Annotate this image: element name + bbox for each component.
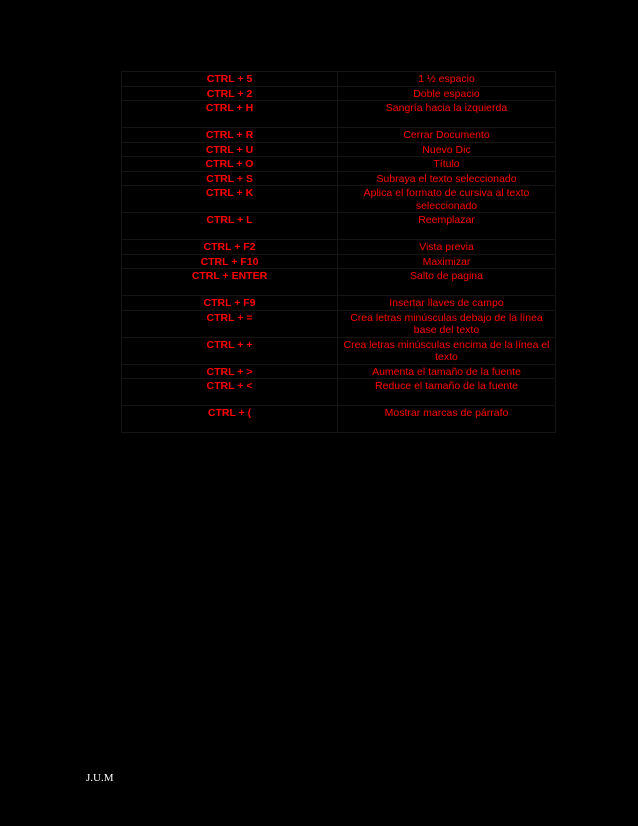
shortcut-row	[122, 171, 556, 186]
shortcut-row	[122, 269, 556, 296]
shortcut-key: CTRL + F10	[122, 254, 338, 269]
shortcut-row	[122, 213, 556, 240]
shortcut-action: Reemplazar	[338, 213, 556, 240]
shortcut-key: CTRL + H	[122, 101, 338, 128]
shortcut-action: Reduce el tamaño de la fuente	[338, 379, 556, 406]
shortcut-action: 1 ½ espacio	[338, 72, 556, 87]
shortcut-row	[122, 406, 556, 433]
shortcut-key: CTRL + O	[122, 157, 338, 172]
shortcut-key: CTRL + ENTER	[122, 269, 338, 296]
shortcut-key: CTRL + =	[122, 310, 338, 337]
shortcut-key: CTRL + 2	[122, 86, 338, 101]
shortcut-key: CTRL + K	[122, 186, 338, 213]
shortcut-key: CTRL + R	[122, 128, 338, 143]
shortcut-action: Aumenta el tamaño de la fuente	[338, 364, 556, 379]
shortcut-row	[122, 364, 556, 379]
shortcut-key: CTRL + +	[122, 337, 338, 364]
shortcut-action: Crea letras minúsculas debajo de la línea base del texto	[338, 310, 556, 337]
shortcut-action: Nuevo Dic	[338, 142, 556, 157]
shortcut-row	[122, 379, 556, 406]
shortcut-row	[122, 142, 556, 157]
shortcut-row	[122, 337, 556, 364]
shortcut-row	[122, 86, 556, 101]
shortcut-key: CTRL + <	[122, 379, 338, 406]
shortcut-action: Maximizar	[338, 254, 556, 269]
shortcut-key: CTRL + S	[122, 171, 338, 186]
shortcut-action: Aplica el formato de cursiva al texto seleccionado	[338, 186, 556, 213]
shortcut-action: Sangría hacia la izquierda	[338, 101, 556, 128]
shortcut-action: Vista previa	[338, 240, 556, 255]
shortcut-action: Doble espacio	[338, 86, 556, 101]
shortcut-key: CTRL + 5	[122, 72, 338, 87]
shortcut-action: Salto de pagina	[338, 269, 556, 296]
shortcut-action: Subraya el texto seleccionado	[338, 171, 556, 186]
shortcut-key: CTRL + L	[122, 213, 338, 240]
shortcut-row	[122, 101, 556, 128]
shortcut-key: CTRL + (	[122, 406, 338, 433]
shortcut-action: Título	[338, 157, 556, 172]
shortcut-row	[122, 128, 556, 143]
shortcut-action: Mostrar marcas de párrafo	[338, 406, 556, 433]
shortcut-key: CTRL + U	[122, 142, 338, 157]
shortcut-row	[122, 310, 556, 337]
shortcut-row	[122, 157, 556, 172]
shortcut-action: Cerrar Documento	[338, 128, 556, 143]
shortcut-action: Crea letras minúsculas encima de la línea el texto	[338, 337, 556, 364]
footer-initials: J.U.M	[86, 772, 114, 784]
shortcut-row	[122, 186, 556, 213]
shortcut-action: Insertar llaves de campo	[338, 296, 556, 311]
shortcut-table-body	[122, 72, 556, 433]
shortcut-row	[122, 240, 556, 255]
shortcut-row	[122, 72, 556, 87]
shortcut-key: CTRL + F9	[122, 296, 338, 311]
shortcut-table	[121, 71, 556, 433]
shortcut-key: CTRL + F2	[122, 240, 338, 255]
shortcut-row	[122, 254, 556, 269]
shortcut-key: CTRL + >	[122, 364, 338, 379]
shortcut-row	[122, 296, 556, 311]
